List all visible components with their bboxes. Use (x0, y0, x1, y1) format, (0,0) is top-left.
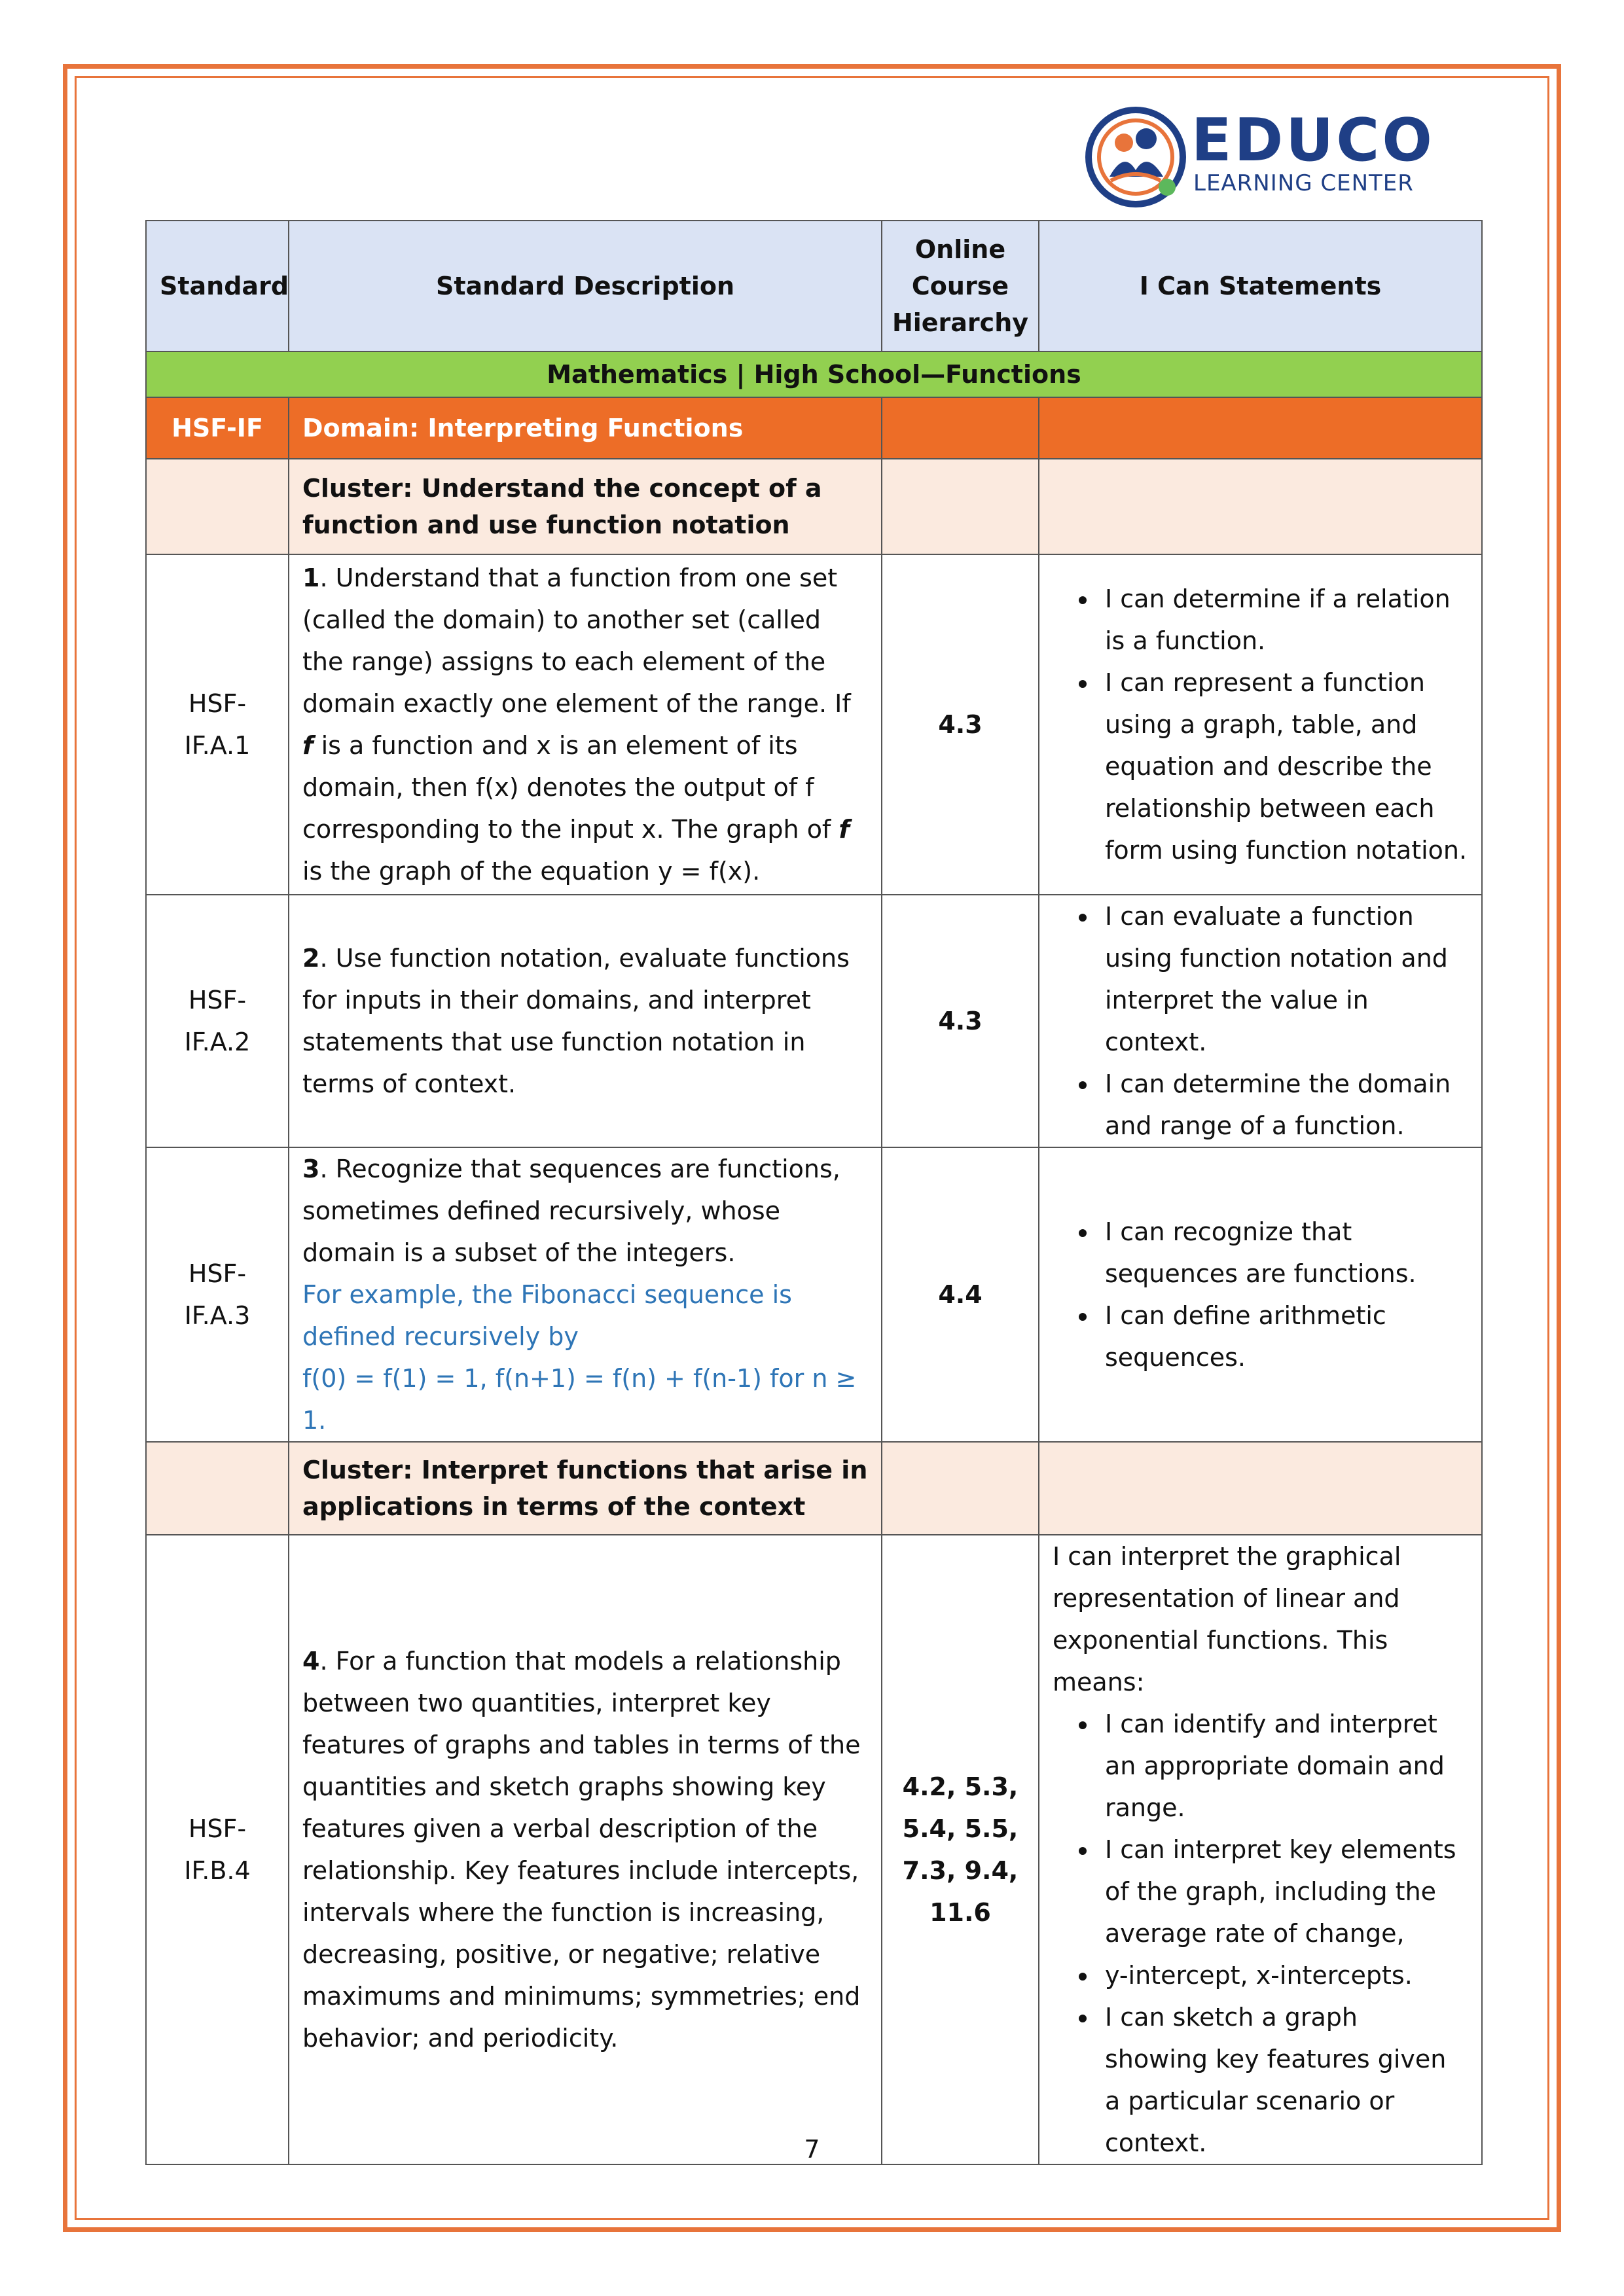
domain-empty-cell (882, 397, 1039, 459)
standard-description (289, 1147, 882, 1442)
standard-description (289, 895, 882, 1147)
ican-item: • I can determine if a relation is a function. (1098, 578, 1468, 662)
example-text: For example, the Fibonacci sequence is defined recursively by (302, 1280, 792, 1351)
cluster-empty-cell (1039, 1442, 1482, 1535)
ican-item: • I can represent a function using a graph, table, and equation and describe the relationship between each form using function notation. (1098, 662, 1468, 871)
course-hierarchy: 4.2, 5.3, 5.4, 5.5, 7.3, 9.4, 11.6 (882, 1535, 1039, 2164)
standard-code: HSF-IF.A.1 (146, 554, 289, 895)
standard-code: HSF-IF.A.2 (146, 895, 289, 1147)
standard-code: HSF-IF.A.3 (146, 1147, 289, 1442)
italic-f: f (302, 731, 314, 760)
example-formula: f(0) = f(1) = 1, f(n+1) = f(n) + f(n-1) for n ≥ 1. (302, 1364, 857, 1435)
header-standard: Standard (146, 221, 289, 351)
ican-item: • I can evaluate a function using function notation and interpret the value in context. (1098, 895, 1468, 1063)
domain-empty-cell (1039, 397, 1482, 459)
cluster-row (146, 1442, 1482, 1535)
description-text: is a function and x is an element of its domain, then f(x) denotes the output of f corresponding to the input x. The graph of (302, 731, 839, 844)
domain-title: Domain: Interpreting Functions (289, 397, 882, 459)
course-hierarchy: 4.3 (882, 554, 1039, 895)
ican-statements (1039, 554, 1482, 895)
standard-row (146, 1147, 1482, 1442)
header-row (146, 221, 1482, 351)
standards-table (145, 220, 1483, 2165)
ican-list (1053, 578, 1468, 871)
standard-row (146, 554, 1482, 895)
subject-row (146, 351, 1482, 397)
italic-f: f (839, 815, 850, 844)
cluster-empty-cell (1039, 459, 1482, 554)
standard-number: 4 (302, 1647, 320, 1676)
cluster-empty-cell (146, 459, 289, 554)
ican-item: • I can define arithmetic sequences. (1098, 1295, 1468, 1378)
standard-number: 2 (302, 944, 320, 973)
course-hierarchy: 4.3 (882, 895, 1039, 1147)
cluster-title: Cluster: Interpret functions that arise in applications in terms of the context (289, 1442, 882, 1535)
ican-item: • y-intercept, x-intercepts. (1098, 1954, 1468, 1996)
ican-item: • I can identify and interpret an appropriate domain and range. (1098, 1703, 1468, 1829)
description-text: . Understand that a function from one set (called the domain) to another set (called the range) assigns to each element of the domain exactly one element of the range. If (302, 564, 851, 718)
domain-row (146, 397, 1482, 459)
description-text: . For a function that models a relationship between two quantities, interpret key features of graphs and tables in terms of the quantities and sketch graphs showing key features given a verbal description of the relationship. Key features include intercepts, intervals where the function is increasing, decreasing, positive, or negative; relative maximums and minimums; symmetries; end behavior; and periodicity. (302, 1647, 861, 2053)
educo-logo (1083, 105, 1435, 209)
ican-list (1053, 1703, 1468, 2164)
standard-number: 3 (302, 1155, 320, 1183)
ican-item: • I can recognize that sequences are functions. (1098, 1211, 1468, 1295)
ican-item: • I can sketch a graph showing key features given a particular scenario or context. (1098, 1996, 1468, 2164)
page-number: 7 (804, 2135, 820, 2164)
cluster-row (146, 459, 1482, 554)
domain-code: HSF-IF (146, 397, 289, 459)
ican-intro: I can interpret the graphical representation of linear and exponential functions. This means: (1053, 1542, 1401, 1696)
standard-number: 1 (302, 564, 320, 592)
ican-statements (1039, 1535, 1482, 2164)
subject-title: Mathematics | High School—Functions (146, 351, 1482, 397)
header-description: Standard Description (289, 221, 882, 351)
standard-description (289, 1535, 882, 2164)
ican-list (1053, 895, 1468, 1147)
standard-description (289, 554, 882, 895)
cluster-empty-cell (882, 459, 1039, 554)
ican-item: • I can determine the domain and range of a function. (1098, 1063, 1468, 1147)
header-hierarchy: Online Course Hierarchy (882, 221, 1039, 351)
ican-statements (1039, 1147, 1482, 1442)
standard-row (146, 895, 1482, 1147)
logo-name: EDUCO (1191, 106, 1435, 175)
standard-row (146, 1535, 1482, 2164)
educo-logo-icon (1083, 105, 1188, 209)
description-text: . Recognize that sequences are functions, sometimes defined recursively, whose domain is a subset of the integers. (302, 1155, 840, 1267)
cluster-empty-cell (146, 1442, 289, 1535)
ican-item: • I can interpret key elements of the graph, including the average rate of change, (1098, 1829, 1468, 1954)
description-text: . Use function notation, evaluate functions for inputs in their domains, and interpret statements that use function notation in terms of context. (302, 944, 850, 1098)
cluster-title: Cluster: Understand the concept of a function and use function notation (289, 459, 882, 554)
description-text: is the graph of the equation y = f(x). (302, 857, 761, 886)
ican-list (1053, 1211, 1468, 1378)
standard-code: HSF-IF.B.4 (146, 1535, 289, 2164)
header-ican: I Can Statements (1039, 221, 1482, 351)
course-hierarchy: 4.4 (882, 1147, 1039, 1442)
logo-subtitle: LEARNING CENTER (1193, 170, 1414, 196)
ican-statements (1039, 895, 1482, 1147)
cluster-empty-cell (882, 1442, 1039, 1535)
